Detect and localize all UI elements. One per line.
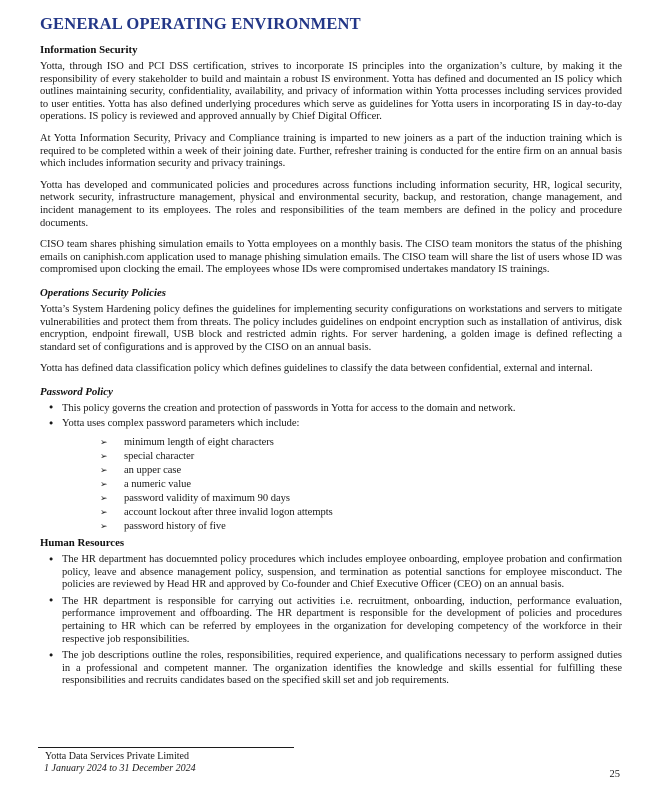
list-item-text: The job descriptions outline the roles, responsibilities, required experience, and qualifications necessary to perform assigned duties in a professional and competent manner. The organization identifies the knowledge and skills essential for fulfilling these responsibilities and recruits candidates based on the specified skill set and job requirements. (62, 650, 622, 687)
list-item (40, 418, 622, 431)
paragraph-policies-procedures: Yotta has developed and communicated policies and procedures across functions including information security, HR, logical security, network security, infrastructure management, physical and environmental security, backup, and restoration, change management, and incident management to its employees. The roles and responsibilities of the team members are defined in the policy and procedure documents. (40, 179, 622, 229)
human-resources-list (40, 554, 622, 688)
list-item-text: password validity of maximum 90 days (124, 493, 290, 505)
page-title: GENERAL OPERATING ENVIRONMENT (40, 14, 361, 33)
list-item (40, 650, 622, 688)
bullet-icon: • (48, 595, 55, 608)
page-number: 25 (609, 769, 620, 780)
heading-information-security: Information Security (40, 44, 138, 56)
arrow-icon: ➢ (100, 494, 108, 505)
heading-password-policy: Password Policy (40, 385, 113, 398)
arrow-icon: ➢ (100, 522, 108, 533)
bullet-icon: • (48, 649, 55, 662)
paragraph-data-classification: Yotta has defined data classification policy which defines guidelines to classify the data between confidential, external and internal. (40, 363, 593, 375)
list-item (40, 492, 622, 505)
list-item-text: an upper case (124, 465, 182, 477)
bullet-icon: • (48, 402, 55, 415)
list-item-text: Yotta uses complex password parameters which include: (62, 418, 300, 430)
bullet-icon: • (48, 417, 55, 430)
arrow-icon: ➢ (100, 508, 108, 519)
paragraph-training: At Yotta Information Security, Privacy and Compliance training is imparted to new joiners as a part of the induction training which is required to be completed within a week of their joining date. Further, refresher training is conducted for the entire firm on an annual basis which includes information security and privacy trainings. (40, 132, 622, 170)
list-item (40, 520, 622, 533)
arrow-icon: ➢ (100, 480, 108, 491)
list-item-text: a numeric value (124, 479, 192, 491)
page-content (40, 14, 622, 697)
page-footer (38, 747, 622, 774)
list-item (40, 478, 622, 491)
list-item (40, 436, 622, 449)
list-item-text: This policy governs the creation and protection of passwords in Yotta for access to the domain and network. (62, 402, 516, 414)
list-item (40, 403, 622, 416)
heading-human-resources: Human Resources (40, 537, 125, 550)
list-item-text: The HR department is responsible for carrying out activities i.e. recruitment, onboarding, induction, performance evaluation, performance improvement and offboarding. The HR department is responsible for the development of policies and procedures pertaining to HR which can be referred by employees in the organization for developing competency of the workforce in their respective job responsibilities. (62, 595, 622, 645)
arrow-icon: ➢ (100, 466, 108, 477)
footer-reporting-period: 1 January 2024 to 31 December 2024 (44, 763, 196, 774)
list-item-text: minimum length of eight characters (124, 437, 274, 449)
bullet-icon: • (48, 553, 55, 566)
list-item (40, 464, 622, 477)
list-item-text: The HR department has docuemnted policy procedures which includes employee onboarding, employee probation and confirmation policy, leave and absence management policy, suspension, and termination as potential sanctions for employee misconduct. The policies are reviewed by Head HR and approved by Co-founder and Chief Executive Officer (CEO) on an annual basis. (62, 554, 622, 591)
paragraph-system-hardening: Yotta’s System Hardening policy defines the guidelines for implementing security configurations on workstations and servers to mitigate vulnerabilities and protect them from threats. The policy includes guidelines on endpoint encryption such as installation of antivirus, disk encryption, endpoint firewall, USB block and restricted admin rights. For server hardening, a golden image is defined reflecting a standard set of configurations and is approved by the CISO on an annual basis. (40, 303, 622, 353)
list-item-text: password history of five (124, 521, 226, 533)
list-item (40, 596, 622, 646)
list-item-text: special character (124, 451, 195, 463)
list-item (40, 450, 622, 463)
list-item-text: account lockout after three invalid logon attempts (124, 507, 333, 519)
password-policy-list (40, 403, 622, 431)
footer-rule (38, 747, 294, 748)
arrow-icon: ➢ (100, 438, 108, 449)
heading-operations-security-policies: Operations Security Policies (40, 286, 166, 299)
list-item (40, 554, 622, 592)
footer-company-name: Yotta Data Services Private Limited (45, 751, 189, 762)
arrow-icon: ➢ (100, 452, 108, 463)
paragraph-phishing-simulation: CISO team shares phishing simulation emails to Yotta employees on a monthly basis. The CISO team monitors the status of the phishing emails on caniphish.com application used to manage phishing simulation emails. The CISO team will share the list of users whose ID was compromised upon clocking the email. The employees whose IDs were compromised undertakes mandatory IS trainings. (40, 239, 622, 276)
password-parameters-list (40, 436, 622, 533)
list-item (40, 506, 622, 519)
paragraph-is-policy: Yotta, through ISO and PCI DSS certification, strives to incorporate IS principles into the organization’s culture, by making it the responsibility of every stakeholder to build and maintain a robust IS environment. Yotta has defined and documented an IS policy which outlines maintaining security, confidentiality, availability, and privacy of information within Yotta processes including services provided to user entities. Yotta has also defined underlying procedures which serve as guidelines for Yotta users in incorporating IS in day-to-day operations. IS policy is reviewed and approved annually by Chief Digital Officer. (40, 61, 622, 123)
